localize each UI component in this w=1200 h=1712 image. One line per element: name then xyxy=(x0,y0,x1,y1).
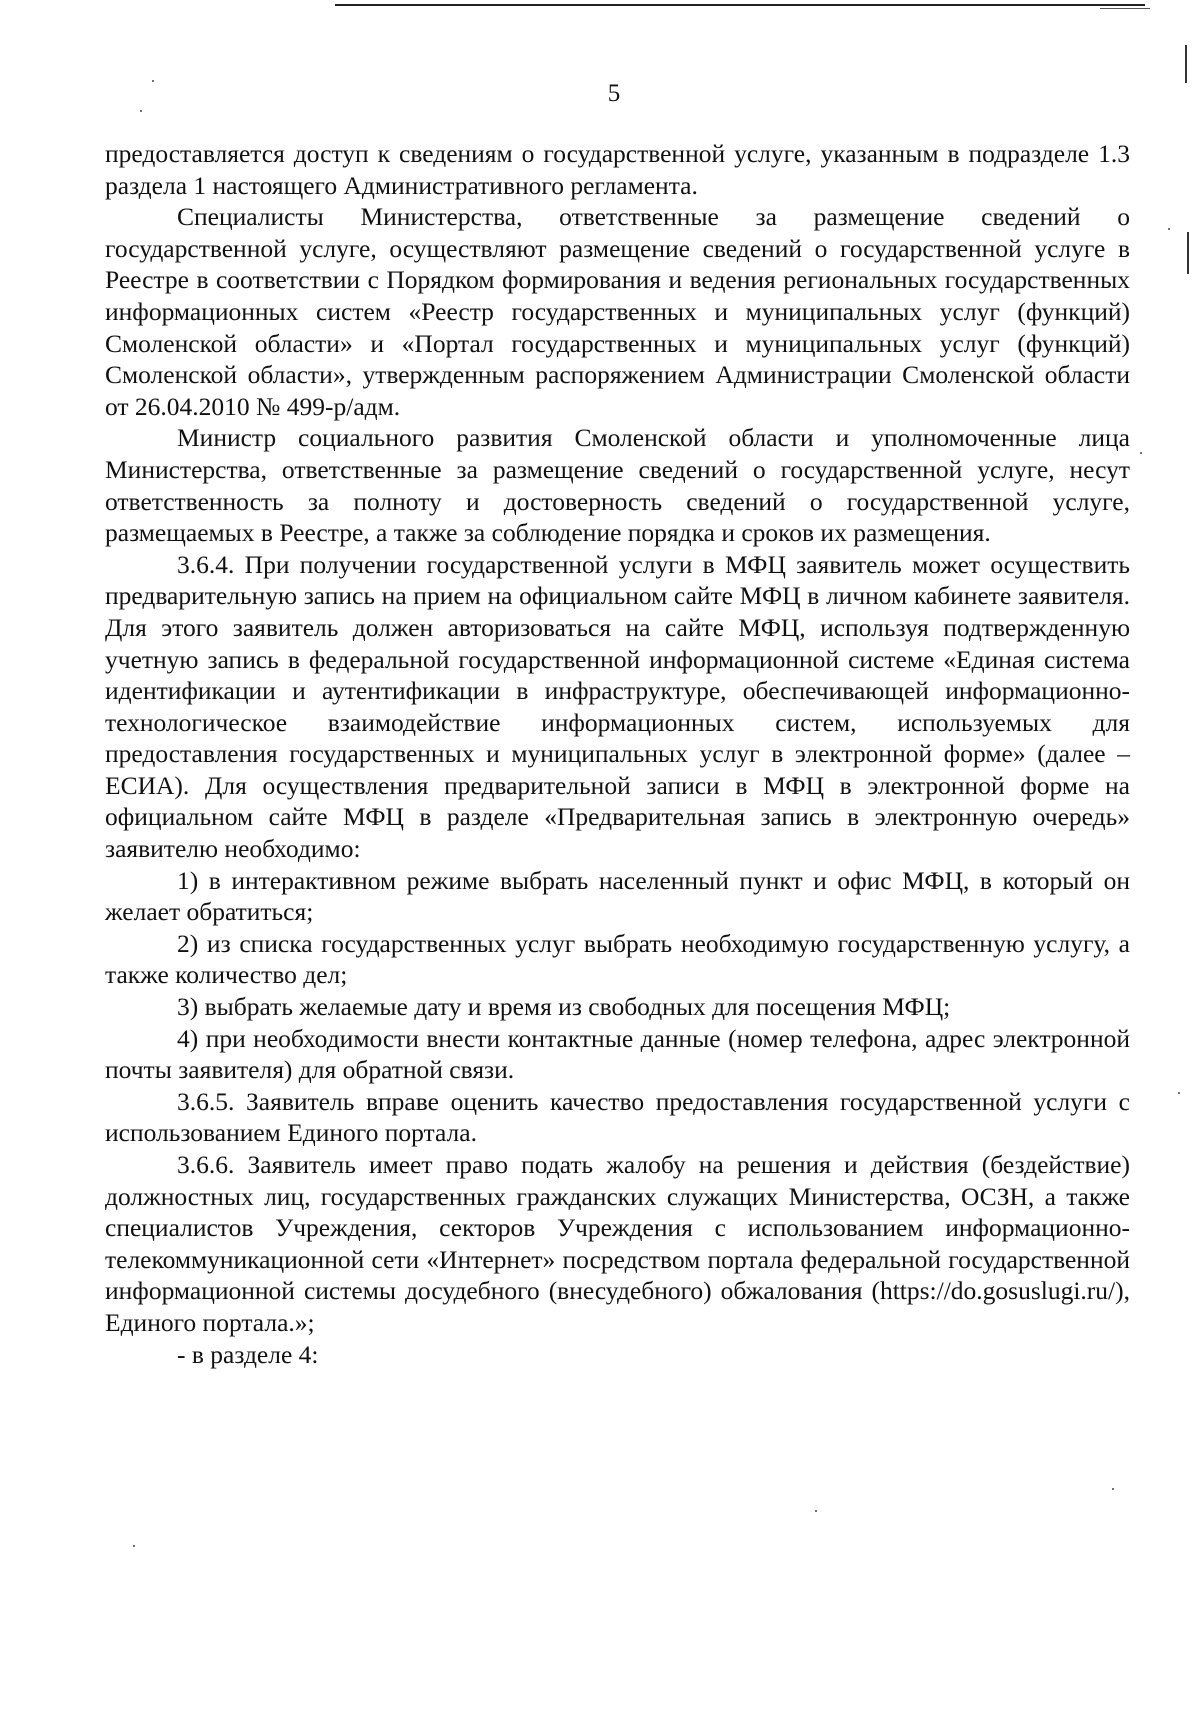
paragraph-section-4: - в разделе 4: xyxy=(177,1339,319,1369)
paragraph-continuation: предоставляется доступ к сведениям о государственной услуге, указанным в подразделе 1.3 раздела 1 настоящего Административного регламента. xyxy=(105,139,1130,200)
scan-edge-mark xyxy=(1187,232,1189,274)
list-item-2: 2) из списка государственных услуг выбрать необходимую государственную услугу, а также количество дел; xyxy=(105,928,1130,990)
scan-top-rule-short xyxy=(1100,8,1150,9)
document-body xyxy=(105,138,1130,1370)
scan-speck xyxy=(152,80,154,82)
scan-speck xyxy=(1112,1488,1114,1490)
scan-top-rule xyxy=(335,4,1145,6)
paragraph-3-6-6: 3.6.6. Заявитель имеет право подать жалобу на решения и действия (бездействие) должностных лиц, государственных гражданских служащих Министерства, ОСЗН, а также специалистов Учреждения, секторов Учреждения с использованием информационно-телекоммуникационной сети «Интернет» посредством портала федеральной государственной информационной системы досудебного (внесудебного) обжалования (https://do.gosuslugi.ru/), Единого портала.»; xyxy=(105,1150,1130,1337)
list-item-4: 4) при необходимости внести контактные данные (номер телефона, адрес электронной почты заявителя) для обратной связи. xyxy=(105,1023,1130,1085)
scan-speck xyxy=(1178,1092,1180,1094)
scan-speck xyxy=(1140,452,1142,454)
paragraph-specialists: Специалисты Министерства, ответственные за размещение сведений о государственной услуге, осуществляют размещение сведений о государственной услуге в Реестре в соответствии с Порядком формирования и ведения региональных государственных информационных систем «Реестр государственных и муниципальных услуг (функций) Смоленской области» и «Портал государственных и муниципальных услуг (функций) Смоленской области», утвержденным распоряжением Администрации Смоленской области от 26.04.2010 № 499-р/адм. xyxy=(105,202,1130,421)
paragraph-3-6-4: 3.6.4. При получении государственной услуги в МФЦ заявитель может осуществить предварительную запись на прием на официальном сайте МФЦ в личном кабинете заявителя. Для этого заявитель должен авторизоваться на сайте МФЦ, используя подтвержденную учетную запись в федеральной государственной информационной системе «Единая система идентификации и аутентификации в инфраструктуре, обеспечивающей информационно-технологическое взаимодействие информационных систем, используемых для предоставления государственных и муниципальных услуг в электронной форме» (далее – ЕСИА). Для осуществления предварительной записи в МФЦ в электронной форме на официальном сайте МФЦ в разделе «Предварительная запись в электронную очередь» заявителю необходимо: xyxy=(105,549,1130,864)
scan-speck xyxy=(1168,228,1170,230)
page-number: 5 xyxy=(607,80,621,107)
paragraph-3-6-5: 3.6.5. Заявитель вправе оценить качество предоставления государственной услуги с использованием Единого портала. xyxy=(105,1086,1130,1148)
scan-edge-mark xyxy=(1185,45,1187,83)
list-item-3: 3) выбрать желаемые дату и время из свободных для посещения МФЦ; xyxy=(177,992,951,1022)
scan-speck xyxy=(140,110,142,112)
paragraph-minister: Министр социального развития Смоленской области и уполномоченные лица Министерства, ответственные за размещение сведений о государственной услуге, несут ответственность за полноту и достоверность сведений о государственной услуге, размещаемых в Реестре, а также за соблюдение порядка и сроков их размещения. xyxy=(105,423,1130,548)
scan-speck xyxy=(133,1545,135,1547)
scan-speck xyxy=(815,1510,817,1512)
list-item-1: 1) в интерактивном режиме выбрать населенный пункт и офис МФЦ, в который он желает обратиться; xyxy=(105,865,1130,927)
